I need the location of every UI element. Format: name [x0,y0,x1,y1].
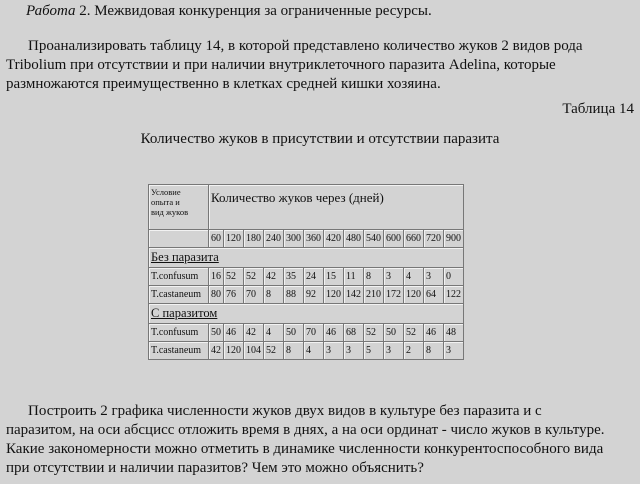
count-cell: 50 [209,324,224,342]
count-cell: 52 [404,324,424,342]
count-cell: 46 [324,324,344,342]
task-paragraph [6,402,638,478]
task-line-1: Построить 2 графика численности жуков двух видов в культуре без паразита и с [28,403,542,419]
day-header-cell: 720 [424,230,444,248]
count-cell: 52 [244,268,264,286]
intro-line-3: размножаются преимущественно в клетках средней кишки хозяина. [6,76,441,92]
count-cell: 70 [304,324,324,342]
section-row [149,304,464,324]
count-cell: 4 [404,268,424,286]
day-header-cell: 480 [344,230,364,248]
count-cell: 24 [304,268,324,286]
count-cell: 48 [444,324,464,342]
count-cell: 42 [209,342,224,360]
count-cell: 3 [444,342,464,360]
count-cell: 80 [209,286,224,304]
count-cell: 3 [384,342,404,360]
species-cell: T.castaneum [149,342,209,360]
work-heading [26,2,432,20]
count-cell: 16 [209,268,224,286]
day-header-cell: 900 [444,230,464,248]
beetle-count-table [148,184,464,360]
intro-line-2: Tribolium при отсутствии и при наличии внутриклеточного паразита Adelina, которые [6,57,556,73]
work-title: 2. Межвидовая конкуренция за ограниченные ресурсы. [75,3,432,19]
count-cell: 46 [424,324,444,342]
day-header-cell: 60 [209,230,224,248]
count-cell: 122 [444,286,464,304]
table-body [149,185,464,360]
days-row [149,230,464,248]
count-cell: 2 [404,342,424,360]
count-cell: 3 [344,342,364,360]
count-cell: 3 [424,268,444,286]
count-cell: 11 [344,268,364,286]
count-cell: 0 [444,268,464,286]
intro-line-1: Проанализировать таблицу 14, в которой представлено количество жуков 2 видов рода [28,38,583,54]
count-cell: 70 [244,286,264,304]
intro-paragraph [6,37,636,94]
species-cell: T.confusum [149,324,209,342]
count-header-cell: Количество жуков через (дней) [209,185,464,230]
task-line-2: паразитом, на оси абсцисс отложить время в днях, а на оси ординат - число жуков в культуре. [6,422,605,438]
day-header-cell: 420 [324,230,344,248]
work-label: Работа [26,3,76,19]
count-cell: 42 [244,324,264,342]
condition-header-line: вид жуков [151,207,189,217]
species-cell: T.castaneum [149,286,209,304]
count-cell: 3 [384,268,404,286]
table-row [149,286,464,304]
count-cell: 120 [404,286,424,304]
day-header-cell: 300 [284,230,304,248]
species-cell: T.confusum [149,268,209,286]
condition-header-cell [149,185,209,230]
task-line-3: Какие закономерности можно отметить в динамике численности конкурентоспособного вида [6,441,604,457]
count-cell: 8 [284,342,304,360]
table-row [149,268,464,286]
count-cell: 8 [264,286,284,304]
table-caption: Количество жуков в присутствии и отсутствии паразита [140,131,500,147]
task-line-4: при отсутствии и наличии паразитов? Чем это можно объяснить? [6,460,424,476]
count-cell: 4 [304,342,324,360]
count-cell: 68 [344,324,364,342]
count-cell: 5 [364,342,384,360]
count-cell: 46 [224,324,244,342]
count-cell: 50 [384,324,404,342]
count-cell: 52 [264,342,284,360]
count-cell: 4 [264,324,284,342]
table-header-row [149,185,464,230]
count-cell: 120 [224,342,244,360]
count-cell: 76 [224,286,244,304]
day-header-cell: 360 [304,230,324,248]
count-cell: 172 [384,286,404,304]
days-row-blank [149,230,209,248]
table-reference: Таблица 14 [562,101,634,117]
day-header-cell: 600 [384,230,404,248]
count-cell: 42 [264,268,284,286]
condition-header-line: опыта и [151,197,180,207]
day-header-cell: 180 [244,230,264,248]
count-cell: 64 [424,286,444,304]
count-cell: 52 [224,268,244,286]
count-cell: 35 [284,268,304,286]
count-cell: 3 [324,342,344,360]
condition-header-line: Условие [151,187,181,197]
section-title: Без паразита [149,248,464,268]
count-cell: 52 [364,324,384,342]
count-cell: 120 [324,286,344,304]
count-cell: 8 [364,268,384,286]
count-cell: 92 [304,286,324,304]
table-row [149,342,464,360]
day-header-cell: 240 [264,230,284,248]
count-cell: 88 [284,286,304,304]
day-header-cell: 540 [364,230,384,248]
count-cell: 15 [324,268,344,286]
count-cell: 104 [244,342,264,360]
count-cell: 142 [344,286,364,304]
count-cell: 210 [364,286,384,304]
day-header-cell: 660 [404,230,424,248]
table-row [149,324,464,342]
section-row [149,248,464,268]
day-header-cell: 120 [224,230,244,248]
count-cell: 8 [424,342,444,360]
section-title: С паразитом [149,304,464,324]
count-cell: 50 [284,324,304,342]
